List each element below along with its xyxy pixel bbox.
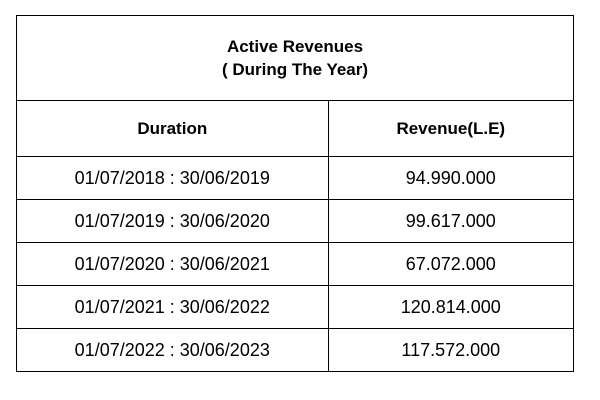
table-row: [17, 200, 574, 243]
revenue-header: Revenue(L.E): [328, 101, 573, 157]
table-row: [17, 157, 574, 200]
table-title: [17, 16, 574, 101]
header-row: [17, 101, 574, 157]
duration-cell: 01/07/2021 : 30/06/2022: [17, 286, 329, 329]
revenue-cell: 120.814.000: [328, 286, 573, 329]
revenue-table: [16, 15, 574, 372]
revenue-cell: 99.617.000: [328, 200, 573, 243]
revenue-cell: 67.072.000: [328, 243, 573, 286]
table-row: [17, 286, 574, 329]
duration-cell: 01/07/2020 : 30/06/2021: [17, 243, 329, 286]
table-row: [17, 329, 574, 372]
duration-header: Duration: [17, 101, 329, 157]
duration-cell: 01/07/2022 : 30/06/2023: [17, 329, 329, 372]
table-title-line1: Active Revenues: [226, 37, 364, 56]
duration-cell: 01/07/2019 : 30/06/2020: [17, 200, 329, 243]
revenue-cell: 94.990.000: [328, 157, 573, 200]
table-row: [17, 243, 574, 286]
table-title-line2: ( During The Year): [221, 60, 369, 79]
title-row: [17, 16, 574, 101]
revenue-cell: 117.572.000: [328, 329, 573, 372]
duration-cell: 01/07/2018 : 30/06/2019: [17, 157, 329, 200]
